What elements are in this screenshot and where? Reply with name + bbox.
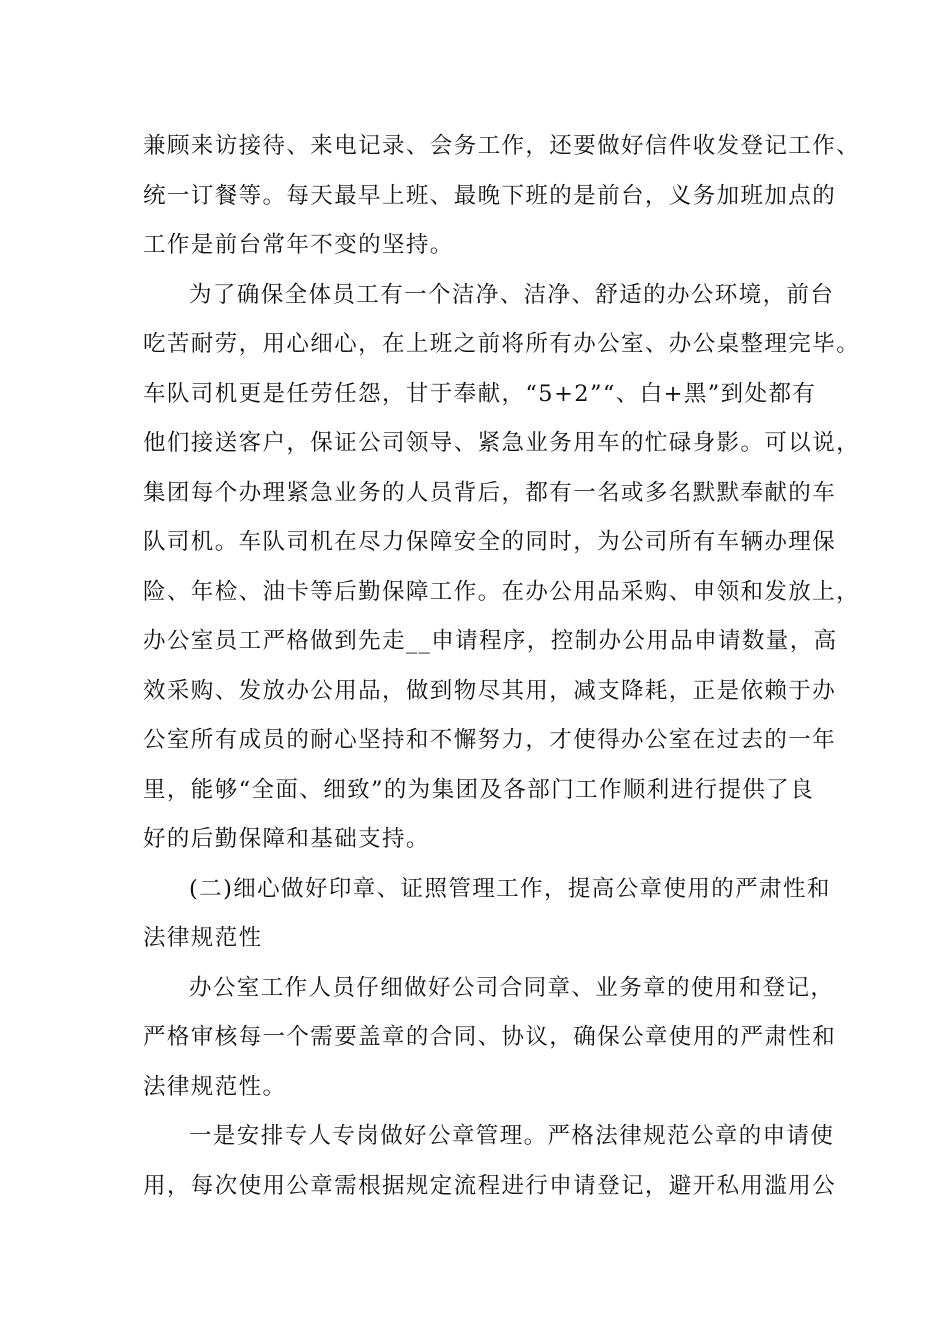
text-line: 险、年检、油卡等后勤保障工作。在办公用品采购、申领和发放上， xyxy=(143,578,861,605)
text-line: 公室所有成员的耐心坚持和不懈努力，才使得办公室在过去的一年 xyxy=(143,727,837,753)
text-line: 好的后勤保障和基础支持。 xyxy=(143,826,430,852)
text-line: 集团每个办理紧急业务的人员背后，都有一名或多名默默奉献的车 xyxy=(143,479,837,506)
text-line: 办公室员工严格做到先走__申请程序，控制办公用品申请数量，高 xyxy=(143,628,838,654)
text-line: 吃苦耐劳，用心细心，在上班之前将所有办公室、办公桌整理完毕。 xyxy=(143,331,861,357)
text-line: 兼顾来访接待、来电记录、会务工作，还要做好信件收发登记工作、 xyxy=(143,133,861,159)
text-line: 车队司机更是任劳任怨，甘于奉献，“5+2”“、白+黑”到处都有 xyxy=(143,380,817,407)
text-line: 效采购、发放办公用品，做到物尽其用，减支降耗，正是依赖于办 xyxy=(143,677,837,704)
document-body xyxy=(143,128,861,1217)
text-line: 用，每次使用公章需根据规定流程进行申请登记，避开私用滥用公 xyxy=(143,1172,837,1199)
text-line: 他们接送客户，保证公司领导、紧急业务用车的忙碌身影。可以说， xyxy=(143,430,861,456)
paragraph-start-line: 为了确保全体员工有一个洁净、洁净、舒适的办公环境，前台 xyxy=(189,281,835,308)
section-heading-line: (二)细心做好印章、证照管理工作，提高公章使用的严肃性和 xyxy=(189,875,831,902)
text-line: 队司机。车队司机在尽力保障安全的同时，为公司所有车辆办理保 xyxy=(143,529,837,555)
section-heading-line: 法律规范性 xyxy=(143,925,263,951)
paragraph-start-line: 一是安排专人专岗做好公章管理。严格法律规范公章的申请使 xyxy=(189,1123,835,1149)
text-line: 严格审核每一个需要盖章的合同、协议，确保公章使用的严肃性和 xyxy=(143,1024,837,1050)
text-line: 工作是前台常年不变的坚持。 xyxy=(143,232,454,258)
text-line: 里，能够“全面、细致”的为集团及各部门工作顺利进行提供了良 xyxy=(143,776,815,803)
paragraph-start-line: 办公室工作人员仔细做好公司合同章、业务章的使用和登记， xyxy=(189,974,835,1001)
text-line: 法律规范性。 xyxy=(143,1073,287,1100)
text-line: 统一订餐等。每天最早上班、最晚下班的是前台，义务加班加点的 xyxy=(143,182,837,209)
